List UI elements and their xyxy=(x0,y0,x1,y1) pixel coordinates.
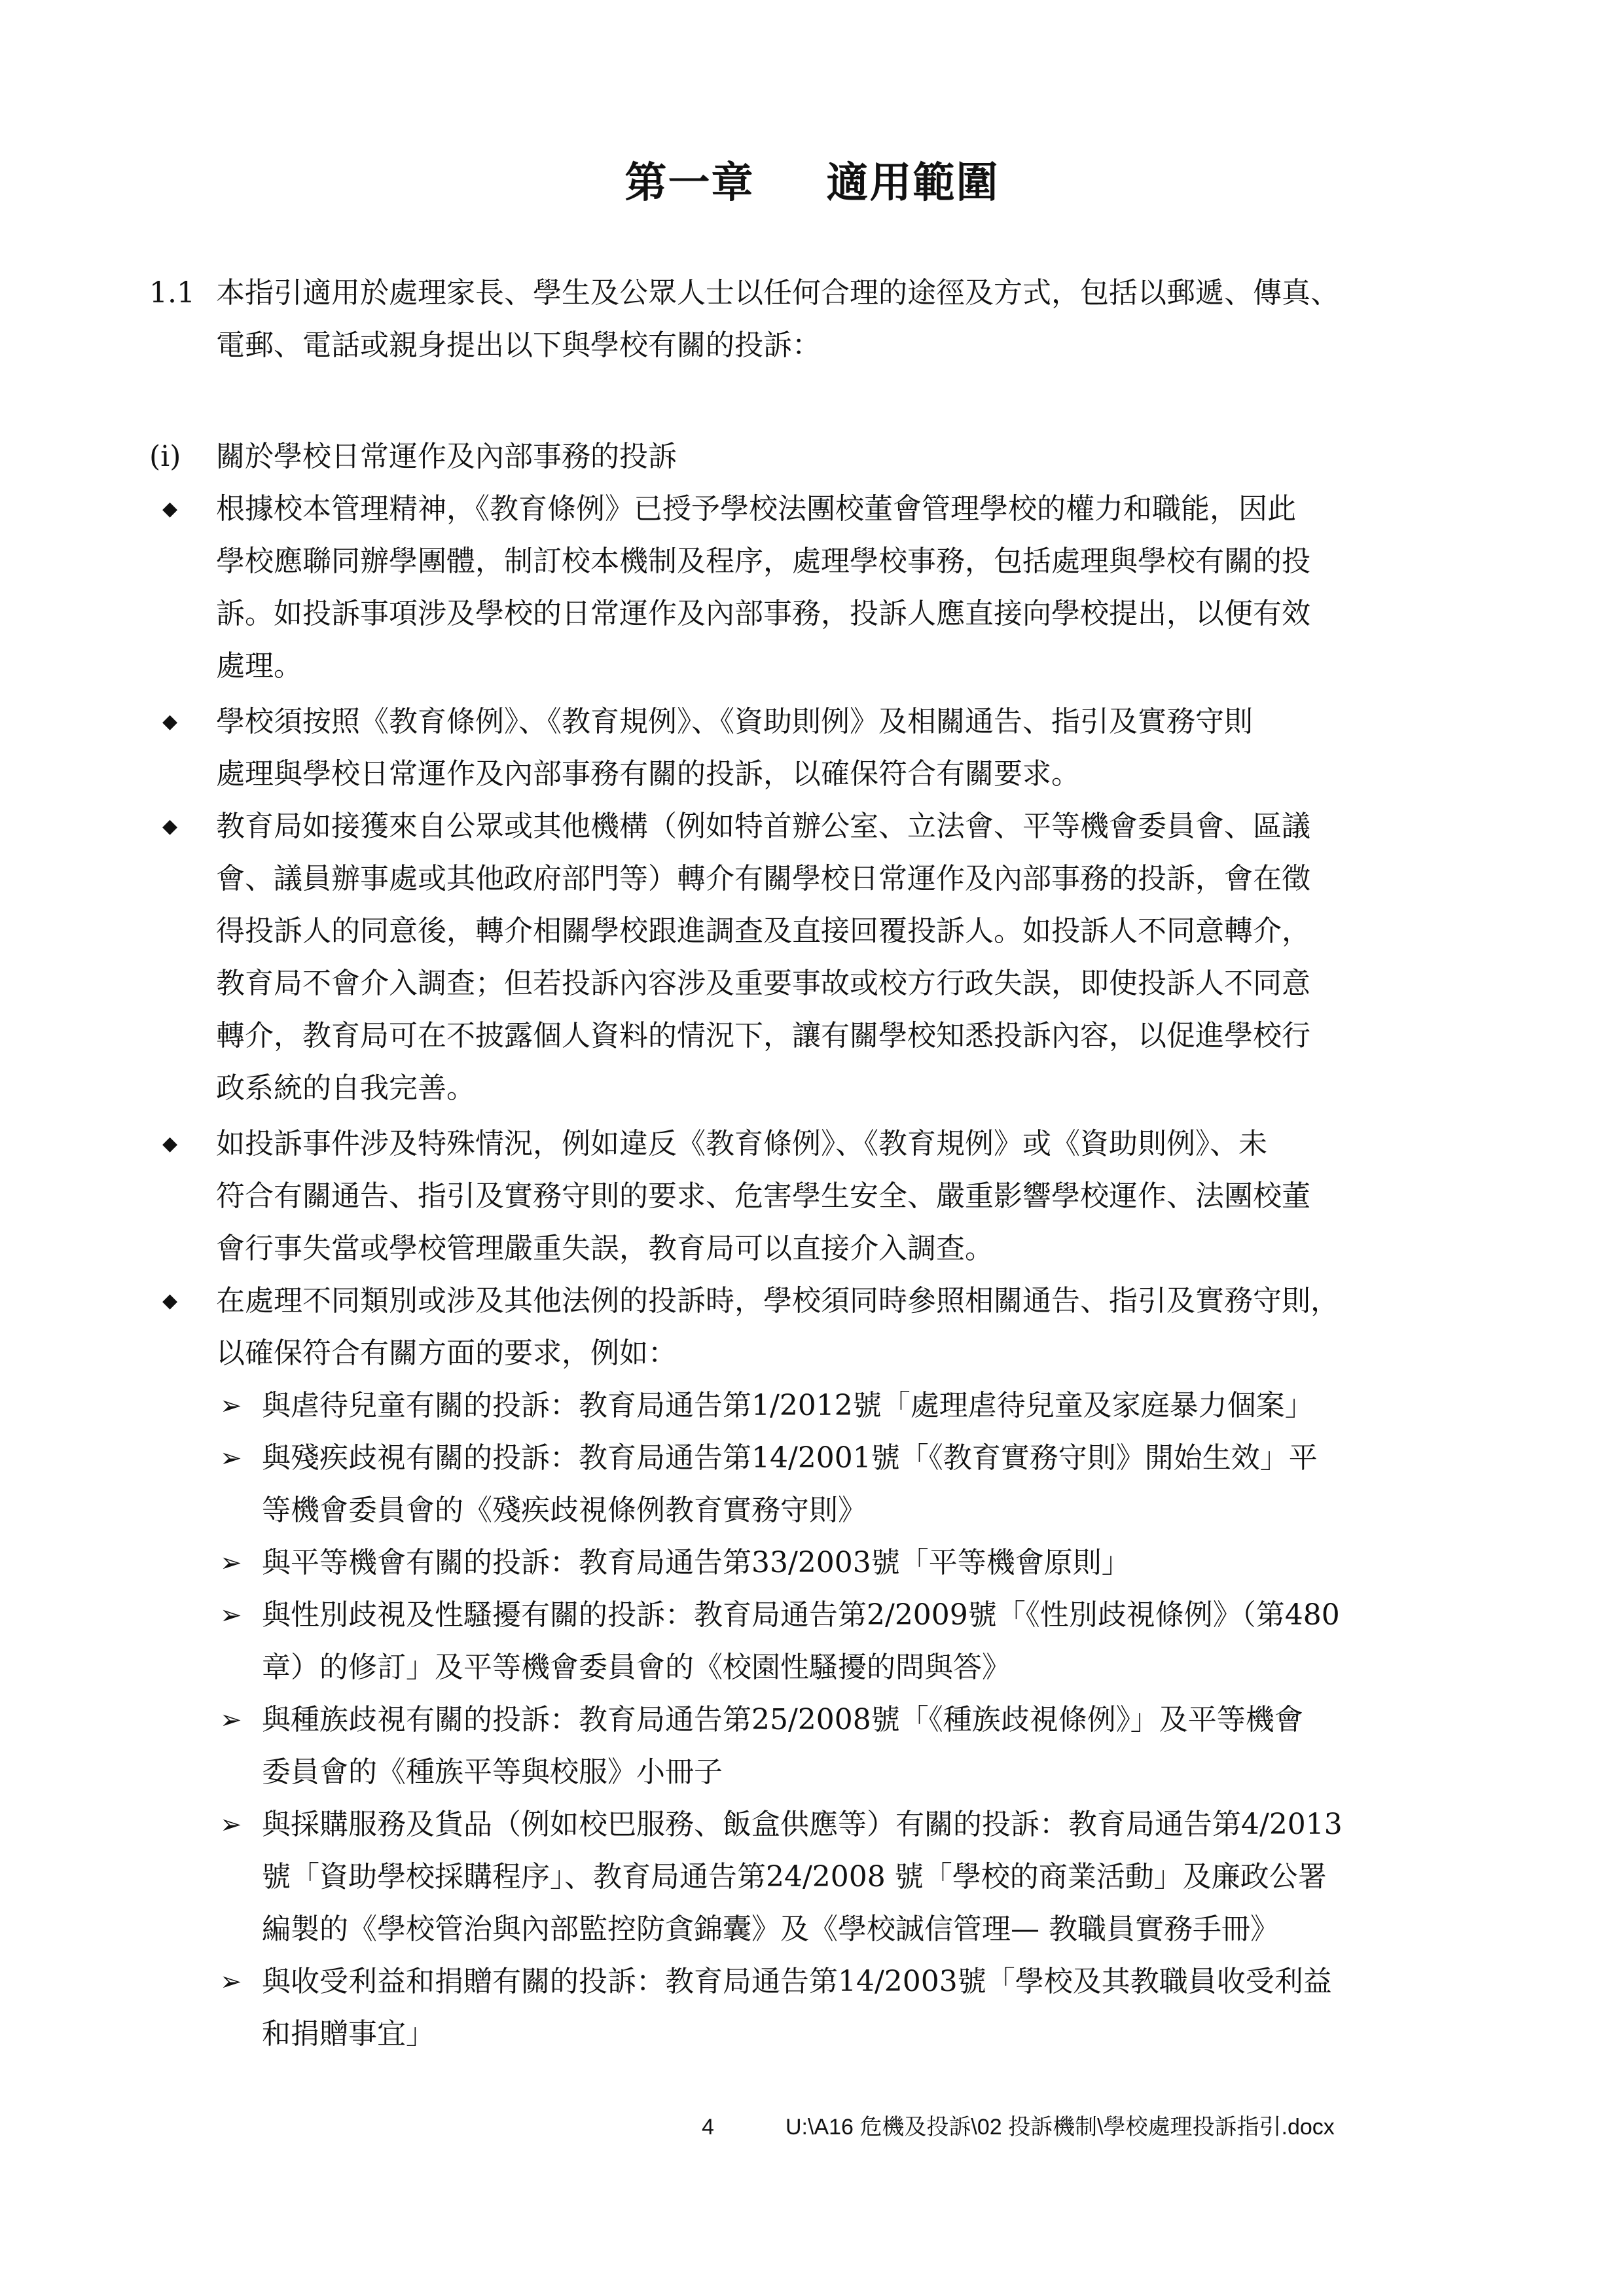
file-path: U:\A16 危機及投訴\02 投訴機制\學校處理投訴指引.docx xyxy=(785,2115,1335,2140)
diamond-bullet-icon: ◆ xyxy=(162,497,178,520)
bullet-line: 政系統的自我完善。 xyxy=(216,1071,475,1105)
sub-item-line: 委員會的《種族平等與校服》小冊子 xyxy=(262,1755,723,1789)
sub-item-line: 和捐贈事宜」 xyxy=(262,2017,435,2051)
arrow-bullet-icon: ➢ xyxy=(220,1443,242,1473)
sub-item-line: 與種族歧視有關的投訴：教育局通告第25/2008號「《種族歧視條例》」及平等機會 xyxy=(262,1703,1303,1736)
arrow-bullet-icon: ➢ xyxy=(220,1810,242,1840)
page-number: 4 xyxy=(702,2115,714,2140)
arrow-bullet-icon: ➢ xyxy=(220,1391,242,1421)
bullet-line: 教育局不會介入調查；但若投訴內容涉及重要事故或校方行政失誤，即使投訴人不同意 xyxy=(216,967,1310,1000)
section-number: 1.1 xyxy=(149,276,195,310)
arrow-bullet-icon: ➢ xyxy=(220,1548,242,1578)
diamond-bullet-icon: ◆ xyxy=(162,1289,178,1312)
sub-item-line: 與採購服務及貨品（例如校巴服務、飯盒供應等）有關的投訴：教育局通告第4/2013 xyxy=(262,1808,1343,1841)
chapter-number: 第一章 xyxy=(624,158,755,207)
sub-item-line: 號「資助學校採購程序」、教育局通告第24/2008 號「學校的商業活動」及廉政公署 xyxy=(262,1860,1327,1893)
subsection-heading: 關於學校日常運作及內部事務的投訴 xyxy=(216,440,677,473)
diamond-bullet-icon: ◆ xyxy=(162,815,178,838)
chapter-heading: 適用範圍 xyxy=(826,158,1000,207)
bullet-line: 以確保符合有關方面的要求，例如： xyxy=(216,1336,677,1370)
intro-line: 電郵、電話或親身提出以下與學校有關的投訴： xyxy=(216,329,821,362)
diamond-bullet-icon: ◆ xyxy=(162,1132,178,1155)
bullet-line: 教育局如接獲來自公眾或其他機構（例如特首辦公室、立法會、平等機會委員會、區議 xyxy=(216,810,1310,843)
arrow-bullet-icon: ➢ xyxy=(220,1967,242,1997)
bullet-line: 如投訴事件涉及特殊情況，例如違反《教育條例》、《教育規例》或《資助則例》、未 xyxy=(216,1127,1267,1160)
bullet-line: 學校應聯同辦學團體，制訂校本機制及程序，處理學校事務，包括處理與學校有關的投 xyxy=(216,545,1310,578)
bullet-line: 在處理不同類別或涉及其他法例的投訴時，學校須同時參照相關通告、指引及實務守則， xyxy=(216,1284,1339,1318)
subsection-label: (i) xyxy=(149,440,181,473)
bullet-line: 根據校本管理精神，《教育條例》已授予學校法團校董會管理學校的權力和職能，因此 xyxy=(216,492,1296,526)
bullet-line: 處理與學校日常運作及內部事務有關的投訴，以確保符合有關要求。 xyxy=(216,757,1080,791)
bullet-line: 轉介，教育局可在不披露個人資料的情況下，讓有關學校知悉投訴內容，以促進學校行 xyxy=(216,1019,1310,1052)
arrow-bullet-icon: ➢ xyxy=(220,1705,242,1735)
bullet-line: 處理。 xyxy=(216,649,302,683)
sub-item-line: 與平等機會有關的投訴：教育局通告第33/2003號「平等機會原則」 xyxy=(262,1546,1130,1579)
sub-item-line: 與性別歧視及性騷擾有關的投訴：教育局通告第2/2009號「《性別歧視條例》（第480 xyxy=(262,1598,1340,1632)
sub-item-line: 編製的《學校管治與內部監控防貪錦囊》及《學校誠信管理— 教職員實務手冊》 xyxy=(262,1912,1279,1946)
sub-item-line: 章）的修訂」及平等機會委員會的《校園性騷擾的問與答》 xyxy=(262,1651,1011,1684)
diamond-bullet-icon: ◆ xyxy=(162,710,178,733)
bullet-line: 學校須按照《教育條例》、《教育規例》、《資助則例》及相關通告、指引及實務守則 xyxy=(216,705,1253,738)
sub-item-line: 與虐待兒童有關的投訴：教育局通告第1/2012號「處理虐待兒童及家庭暴力個案」 xyxy=(262,1389,1314,1422)
arrow-bullet-icon: ➢ xyxy=(220,1600,242,1630)
sub-item-line: 與殘疾歧視有關的投訴：教育局通告第14/2001號「《教育實務守則》開始生效」平 xyxy=(262,1441,1318,1475)
chapter-title xyxy=(0,149,1624,209)
bullet-line: 符合有關通告、指引及實務守則的要求、危害學生安全、嚴重影響學校運作、法團校董 xyxy=(216,1179,1310,1213)
bullet-line: 得投訴人的同意後，轉介相關學校跟進調查及直接回覆投訴人。如投訴人不同意轉介， xyxy=(216,914,1310,948)
sub-item-line: 等機會委員會的《殘疾歧視條例教育實務守則》 xyxy=(262,1494,867,1527)
bullet-line: 會行事失當或學校管理嚴重失誤，教育局可以直接介入調查。 xyxy=(216,1232,994,1265)
intro-line: 本指引適用於處理家長、學生及公眾人士以任何合理的途徑及方式，包括以郵遞、傳真、 xyxy=(216,276,1339,310)
bullet-line: 訴。如投訴事項涉及學校的日常運作及內部事務，投訴人應直接向學校提出，以便有效 xyxy=(216,597,1310,630)
sub-item-line: 與收受利益和捐贈有關的投訴：教育局通告第14/2003號「學校及其教職員收受利益 xyxy=(262,1965,1332,1998)
bullet-line: 會、議員辦事處或其他政府部門等）轉介有關學校日常運作及內部事務的投訴，會在徵 xyxy=(216,862,1310,895)
